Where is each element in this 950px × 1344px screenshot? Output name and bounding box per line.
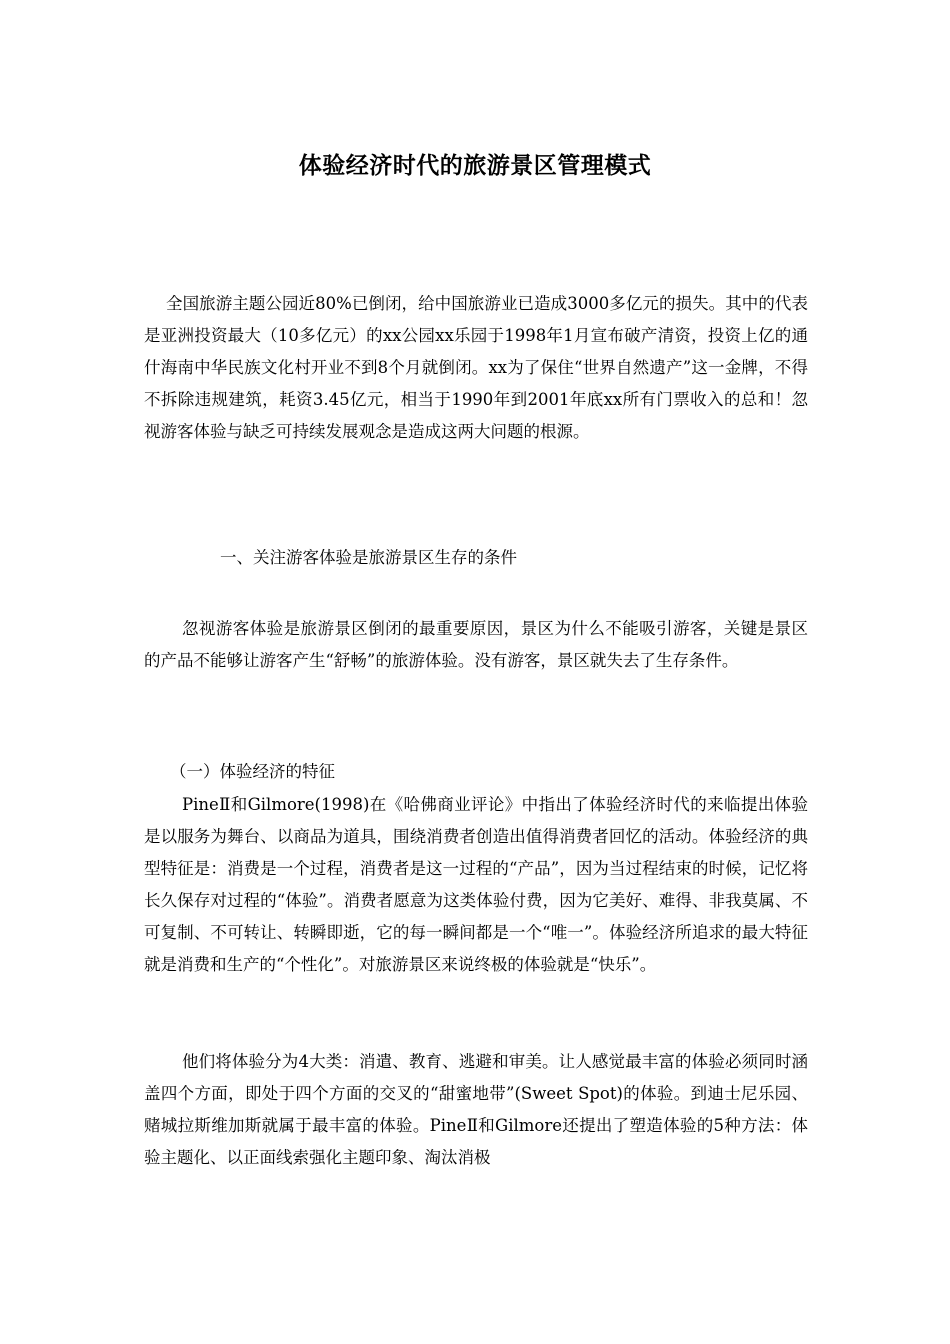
- paragraph-experience-economy: PineⅡ和Gilmore(1998)在《哈佛商业评论》中指出了体验经济时代的来临提出体验是以服务为舞台、以商品为道具，围绕消费者创造出值得消费者回忆的活动。体验经济的典型特征是：消费是一个过程，消费者是这一过程的“产品”，因为当过程结束的时候，记忆将长久保存对过程的“体验”。消费者愿意为这类体验付费，因为它美好、难得、非我莫属、不可复制、不可转让、转瞬即逝，它的每一瞬间都是一个“唯一”。体验经济所追求的最大特征就是消费和生产的“个性化”。对旅游景区来说终极的体验就是“快乐”。: [144, 795, 808, 974]
- paragraph-experience-types: 他们将体验分为4大类：消遣、教育、逃避和审美。让人感觉最丰富的体验必须同时涵盖四个方面，即处于四个方面的交叉的“甜蜜地带”(Sweet Spot)的体验。到迪士尼乐园、赌城拉斯维加斯就属于最丰富的体验。PineⅡ和Gilmore还提出了塑造体验的5种方法：体验主题化、以正面线索强化主题印象、淘汰消极: [144, 1052, 808, 1167]
- subsection-heading-1: （一）体验经济的特征: [170, 762, 335, 781]
- paragraph-intro: 全国旅游主题公园近80%已倒闭，给中国旅游业已造成3000多亿元的损失。其中的代表是亚洲投资最大（10多亿元）的xx公园xx乐园于1998年1月宣布破产清资，投资上亿的通什海南中华民族文化村开业不到8个月就倒闭。xx为了保住“世界自然遗产”这一金牌，不得不拆除违规建筑，耗资3.45亿元，相当于1990年到2001年底xx所有门票收入的总和！忽视游客体验与缺乏可持续发展观念是造成这两大问题的根源。: [144, 294, 808, 441]
- section-heading-1: 一、关注游客体验是旅游景区生存的条件: [220, 548, 517, 567]
- paragraph-visitor-experience: 忽视游客体验是旅游景区倒闭的最重要原因，景区为什么不能吸引游客，关键是景区的产品不能够让游客产生“舒畅”的旅游体验。没有游客，景区就失去了生存条件。: [144, 619, 808, 670]
- document-title: 体验经济时代的旅游景区管理模式: [298, 152, 652, 180]
